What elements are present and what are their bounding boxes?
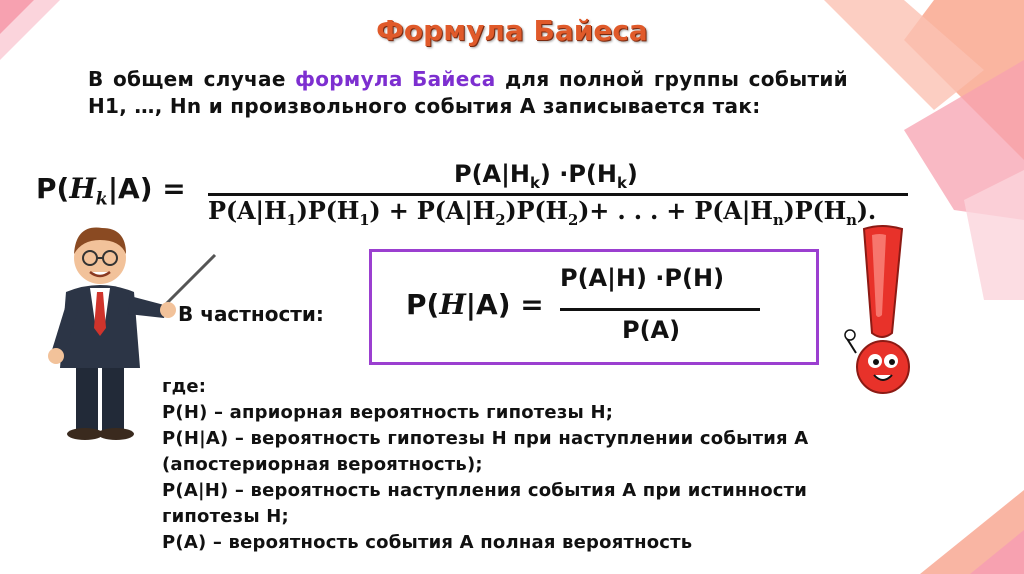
- intro-highlight: формула Байеса: [295, 67, 496, 91]
- particular-formula-numerator: P(A|H) ·P(H): [560, 264, 725, 292]
- definition-line: (апостериорная вероятность);: [162, 454, 483, 475]
- page-title: Формула Байеса: [376, 14, 648, 47]
- particular-formula-box: [369, 249, 819, 365]
- particular-formula-denominator: P(A): [622, 316, 681, 344]
- den-sub: 1: [286, 210, 297, 229]
- num-part: P(A|H: [454, 160, 530, 188]
- lhs-prefix: P(: [36, 172, 70, 205]
- bayes-formula-numerator: [454, 160, 638, 192]
- particular-label: В частности:: [178, 302, 324, 326]
- p2-lhs-var: H: [439, 288, 466, 321]
- definition-line: P(A) – вероятность события A полная вероятность: [162, 532, 693, 553]
- den-part: ) + P(A|H: [369, 196, 496, 225]
- definition-line: где:: [162, 376, 207, 397]
- den-part: P(A|H: [208, 196, 287, 225]
- particular-formula-lhs: [406, 288, 544, 321]
- den-part: )P(H: [783, 196, 847, 225]
- definitions-list: [162, 374, 852, 556]
- exclamation-mark-illustration: [842, 225, 922, 400]
- den-part: )+ . . . + P(A|H: [578, 196, 773, 225]
- num-sub: k: [529, 173, 540, 192]
- p2-lhs-suffix: |A) =: [465, 288, 544, 321]
- den-part: )P(H: [505, 196, 568, 225]
- den-part: ).: [856, 196, 877, 225]
- definition-line: P(A|H) – вероятность наступления события A при истинности: [162, 480, 808, 501]
- den-sub: 2: [568, 210, 579, 229]
- definition-line: гипотезы H;: [162, 506, 289, 527]
- num-sub: k: [616, 173, 627, 192]
- p2-lhs-prefix: P(: [406, 288, 440, 321]
- den-sub: n: [846, 210, 857, 229]
- intro-text-before: В общем случае: [88, 67, 296, 91]
- num-part: ): [626, 160, 638, 188]
- lhs-sub: k: [95, 189, 108, 210]
- definition-line: P(H) – априорная вероятность гипотезы H;: [162, 402, 614, 423]
- particular-fraction-bar: [560, 308, 760, 311]
- definition-line: P(H|A) – вероятность гипотезы H при наступлении события A: [162, 428, 809, 449]
- corner-decoration-bottom-right: [900, 470, 1024, 574]
- den-part: )P(H: [296, 196, 360, 225]
- bayes-formula-denominator: [208, 196, 876, 229]
- den-sub: 2: [495, 210, 506, 229]
- intro-paragraph: [88, 66, 848, 120]
- lhs-suffix: |A) =: [107, 172, 186, 205]
- den-sub: 1: [359, 210, 370, 229]
- num-part: ) ·P(H: [539, 160, 617, 188]
- bayes-formula-lhs: [36, 172, 186, 210]
- intro-text-after: для полной группы событий H1, …, Hn и произвольного события A записывается так:: [88, 67, 848, 118]
- lhs-var: H: [69, 172, 96, 205]
- den-sub: n: [772, 210, 784, 229]
